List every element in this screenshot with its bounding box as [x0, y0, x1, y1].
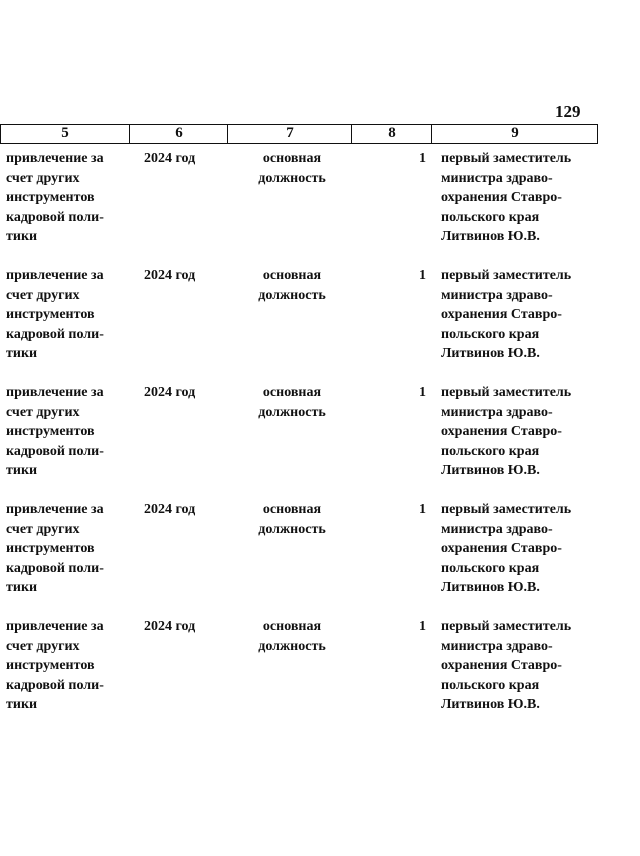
cell-position — [238, 383, 346, 422]
cell-line: Литвинов Ю.В. — [441, 697, 540, 712]
cell-responsible — [441, 500, 597, 598]
cell-line: Литвинов Ю.В. — [441, 580, 540, 595]
cell-line: тики — [6, 229, 38, 244]
cell-line: первый заместитель — [441, 385, 572, 400]
cell-line: инструментов — [6, 190, 95, 205]
cell-year: 2024 год — [144, 268, 196, 283]
cell-count: 1 — [419, 151, 426, 166]
table-body — [0, 149, 600, 734]
cell-line: тики — [6, 580, 38, 595]
cell-year: 2024 год — [144, 502, 196, 517]
cell-responsible — [441, 149, 597, 247]
cell-measure — [6, 266, 134, 364]
cell-line: привлечение за — [6, 151, 104, 166]
cell-line: тики — [6, 346, 38, 361]
cell-line: Литвинов Ю.В. — [441, 346, 540, 361]
table-row — [0, 617, 600, 734]
cell-line: кадровой поли- — [6, 443, 104, 459]
cell-line: первый заместитель — [441, 151, 572, 166]
cell-position — [238, 617, 346, 656]
cell-line: должность — [258, 638, 326, 654]
cell-line: тики — [6, 697, 38, 712]
cell-year: 2024 год — [144, 385, 196, 400]
cell-line: польского края — [441, 209, 540, 225]
cell-year: 2024 год — [144, 619, 196, 634]
table-row — [0, 383, 600, 500]
cell-count: 1 — [419, 502, 426, 517]
cell-line: польского края — [441, 560, 540, 576]
cell-line: привлечение за — [6, 385, 104, 400]
cell-line: счет других — [6, 404, 80, 420]
cell-line: счет других — [6, 287, 80, 303]
cell-line: первый заместитель — [441, 268, 572, 283]
cell-count: 1 — [419, 268, 426, 283]
cell-measure — [6, 617, 134, 715]
cell-line: кадровой поли- — [6, 326, 104, 342]
cell-line: Литвинов Ю.В. — [441, 229, 540, 244]
cell-position — [238, 149, 346, 188]
cell-count: 1 — [419, 619, 426, 634]
cell-line: основная — [262, 268, 322, 283]
cell-line: охранения Ставро- — [441, 541, 562, 556]
cell-line: инструментов — [6, 658, 95, 673]
cell-line: привлечение за — [6, 502, 104, 517]
cell-line: счет других — [6, 170, 80, 186]
cell-line: инструментов — [6, 541, 95, 556]
header-col-7: 7 — [227, 125, 352, 143]
cell-line: тики — [6, 463, 38, 478]
table-header — [0, 124, 598, 144]
cell-line: кадровой поли- — [6, 560, 104, 576]
cell-line: должность — [258, 287, 326, 303]
cell-line: привлечение за — [6, 619, 104, 634]
header-col-6: 6 — [129, 125, 228, 143]
cell-line: счет других — [6, 638, 80, 654]
cell-line: кадровой поли- — [6, 209, 104, 225]
cell-line: министра здраво- — [441, 638, 553, 654]
header-col-9: 9 — [431, 125, 598, 143]
cell-line: охранения Ставро- — [441, 190, 562, 205]
cell-line: министра здраво- — [441, 521, 553, 537]
header-col-8: 8 — [351, 125, 432, 143]
cell-line: привлечение за — [6, 268, 104, 283]
cell-line: польского края — [441, 326, 540, 342]
cell-line: основная — [262, 151, 322, 166]
cell-responsible — [441, 617, 597, 715]
table-row — [0, 149, 600, 266]
cell-line: первый заместитель — [441, 502, 572, 517]
cell-line: министра здраво- — [441, 404, 553, 420]
cell-line: должность — [258, 404, 326, 420]
cell-line: инструментов — [6, 424, 95, 439]
cell-count: 1 — [419, 385, 426, 400]
cell-measure — [6, 383, 134, 481]
cell-responsible — [441, 383, 597, 481]
cell-line: первый заместитель — [441, 619, 572, 634]
table-row — [0, 266, 600, 383]
cell-line: счет других — [6, 521, 80, 537]
cell-line: охранения Ставро- — [441, 658, 562, 673]
cell-line: министра здраво- — [441, 287, 553, 303]
cell-line: польского края — [441, 443, 540, 459]
table-row — [0, 500, 600, 617]
cell-position — [238, 500, 346, 539]
cell-position — [238, 266, 346, 305]
cell-line: кадровой поли- — [6, 677, 104, 693]
cell-measure — [6, 500, 134, 598]
cell-line: основная — [262, 502, 322, 517]
cell-year: 2024 год — [144, 151, 196, 166]
header-col-5: 5 — [61, 125, 69, 141]
cell-line: охранения Ставро- — [441, 307, 562, 322]
cell-measure — [6, 149, 134, 247]
cell-line: основная — [262, 619, 322, 634]
cell-line: польского края — [441, 677, 540, 693]
cell-line: инструментов — [6, 307, 95, 322]
cell-line: Литвинов Ю.В. — [441, 463, 540, 478]
cell-line: должность — [258, 521, 326, 537]
cell-line: основная — [262, 385, 322, 400]
page-number: 129 — [555, 102, 581, 121]
cell-line: должность — [258, 170, 326, 186]
cell-line: охранения Ставро- — [441, 424, 562, 439]
cell-line: министра здраво- — [441, 170, 553, 186]
cell-responsible — [441, 266, 597, 364]
